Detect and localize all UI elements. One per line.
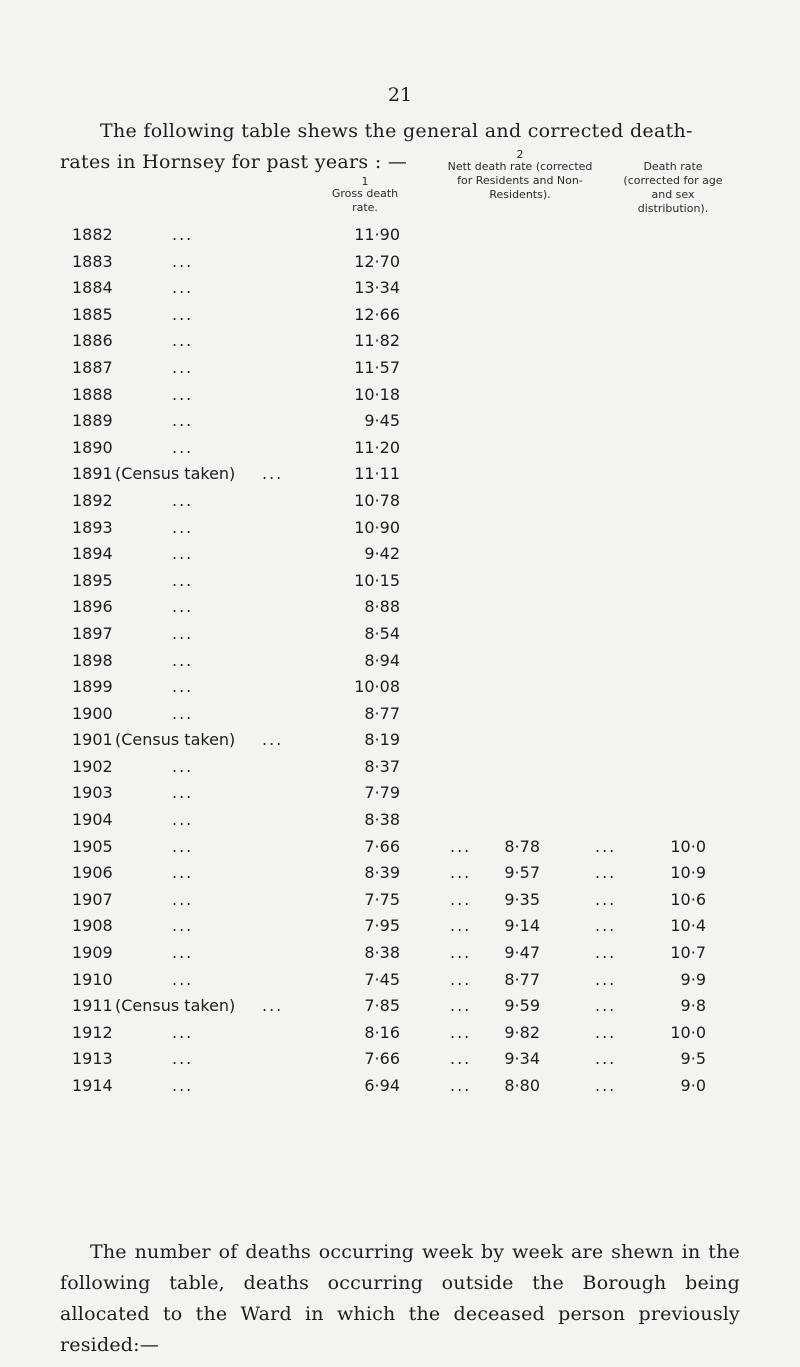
leader-dots: ...	[172, 411, 194, 431]
leader-dots: ...	[172, 969, 194, 989]
year-cell: 1912	[72, 1022, 113, 1042]
age-sex-rate-cell: 9·0	[680, 1076, 706, 1095]
year-cell: 1882	[72, 225, 113, 244]
year-cell: 1911	[72, 996, 113, 1016]
leader-dots: ...	[595, 863, 617, 883]
year-cell: 1903	[72, 783, 113, 803]
leader-dots: ...	[595, 916, 617, 936]
leader-dots: ...	[172, 331, 194, 351]
gross-rate-cell: 11·57	[354, 357, 400, 377]
leader-dots: ...	[450, 916, 472, 936]
column-heading-gross: Gross death rate.	[331, 187, 399, 214]
year-cell: 1898	[72, 650, 113, 670]
gross-rate-cell: 10·18	[354, 384, 400, 404]
leader-dots: ...	[262, 996, 284, 1016]
year-cell: 1896	[72, 597, 113, 617]
leader-dots: ...	[450, 943, 472, 963]
year-cell: 1890	[72, 437, 113, 457]
age-sex-rate-cell: 10·9	[670, 863, 706, 883]
gross-rate-cell: 8·37	[364, 756, 400, 776]
gross-rate-cell: 13·34	[354, 278, 400, 298]
gross-rate-cell: 10·78	[354, 490, 400, 510]
leader-dots: ...	[450, 836, 472, 856]
census-note: (Census taken)	[115, 464, 236, 484]
leader-dots: ...	[172, 517, 194, 537]
year-cell: 1905	[72, 836, 113, 856]
gross-rate-cell: 8·38	[364, 810, 400, 830]
year-cell: 1902	[72, 756, 113, 776]
gross-rate-cell: 11·90	[354, 225, 400, 244]
table-row	[0, 651, 800, 678]
leader-dots: ...	[595, 969, 617, 989]
census-note: (Census taken)	[115, 996, 236, 1016]
year-cell: 1894	[72, 544, 113, 564]
leader-dots: ...	[172, 570, 194, 590]
gross-rate-cell: 12·70	[354, 251, 400, 271]
age-sex-rate-cell: 10·6	[670, 889, 706, 909]
nett-rate-cell: 9·59	[504, 996, 540, 1016]
nett-rate-cell: 9·34	[504, 1049, 540, 1069]
leader-dots: ...	[262, 730, 284, 750]
year-cell: 1897	[72, 623, 113, 643]
nett-rate-cell: 9·82	[504, 1022, 540, 1042]
gross-rate-cell: 7·66	[364, 1049, 400, 1069]
year-cell: 1900	[72, 703, 113, 723]
leader-dots: ...	[172, 836, 194, 856]
table-row	[0, 704, 800, 731]
age-sex-rate-cell: 10·0	[670, 1022, 706, 1042]
leader-dots: ...	[172, 251, 194, 271]
gross-rate-cell: 10·08	[354, 677, 400, 697]
age-sex-rate-cell: 10·7	[670, 943, 706, 963]
year-cell: 1906	[72, 863, 113, 883]
gross-rate-cell: 11·82	[354, 331, 400, 351]
year-cell: 1908	[72, 916, 113, 936]
table-row	[0, 624, 800, 651]
gross-rate-cell: 8·88	[364, 597, 400, 617]
leader-dots: ...	[172, 357, 194, 377]
leader-dots: ...	[172, 1076, 194, 1095]
age-sex-rate-cell: 9·8	[680, 996, 706, 1016]
gross-rate-cell: 7·85	[364, 996, 400, 1016]
year-cell: 1884	[72, 278, 113, 298]
table-row	[0, 810, 800, 837]
leader-dots: ...	[450, 996, 472, 1016]
leader-dots: ...	[172, 597, 194, 617]
table-row	[0, 518, 800, 545]
table-row	[0, 863, 800, 890]
column-number-1: 1	[361, 175, 369, 188]
year-cell: 1907	[72, 889, 113, 909]
leader-dots: ...	[595, 1022, 617, 1042]
leader-dots: ...	[595, 1049, 617, 1069]
leader-dots: ...	[172, 677, 194, 697]
table-row	[0, 491, 800, 518]
table-row	[0, 996, 800, 1023]
nett-rate-cell: 8·77	[504, 969, 540, 989]
leader-dots: ...	[172, 756, 194, 776]
leader-dots: ...	[450, 1022, 472, 1042]
gross-rate-cell: 8·16	[364, 1022, 400, 1042]
gross-rate-cell: 10·15	[354, 570, 400, 590]
year-cell: 1885	[72, 304, 113, 324]
table-row	[0, 464, 800, 491]
leader-dots: ...	[450, 969, 472, 989]
table-row	[0, 252, 800, 279]
year-cell: 1888	[72, 384, 113, 404]
table-row	[0, 544, 800, 571]
leader-dots: ...	[450, 1076, 472, 1095]
table-row	[0, 225, 800, 252]
table-row	[0, 1023, 800, 1050]
column-number-2: 2	[516, 148, 524, 161]
leader-dots: ...	[172, 650, 194, 670]
leader-dots: ...	[595, 889, 617, 909]
table-row	[0, 916, 800, 943]
leader-dots: ...	[450, 863, 472, 883]
nett-rate-cell: 8·80	[504, 1076, 540, 1095]
nett-rate-cell: 9·57	[504, 863, 540, 883]
leader-dots: ...	[172, 623, 194, 643]
table-row	[0, 757, 800, 784]
leader-dots: ...	[450, 1049, 472, 1069]
census-note: (Census taken)	[115, 730, 236, 750]
table-row	[0, 1076, 800, 1103]
leader-dots: ...	[172, 943, 194, 963]
table-row	[0, 331, 800, 358]
year-cell: 1901	[72, 730, 113, 750]
intro-paragraph: The following table shews the general and corrected death-rates in Hornsey for past years : —	[60, 120, 693, 173]
age-sex-rate-cell: 9·9	[680, 969, 706, 989]
column-heading-age-sex: Death rate (corrected for age and sex distribution).	[623, 160, 723, 215]
table-row	[0, 837, 800, 864]
gross-rate-cell: 12·66	[354, 304, 400, 324]
gross-rate-cell: 6·94	[364, 1076, 400, 1095]
table-row	[0, 597, 800, 624]
table-row	[0, 385, 800, 412]
year-cell: 1895	[72, 570, 113, 590]
leader-dots: ...	[172, 384, 194, 404]
leader-dots: ...	[172, 544, 194, 564]
gross-rate-cell: 7·95	[364, 916, 400, 936]
gross-rate-cell: 8·38	[364, 943, 400, 963]
leader-dots: ...	[172, 278, 194, 298]
year-cell: 1904	[72, 810, 113, 830]
year-cell: 1899	[72, 677, 113, 697]
table-row	[0, 890, 800, 917]
year-cell: 1887	[72, 357, 113, 377]
gross-rate-cell: 8·19	[364, 730, 400, 750]
gross-rate-cell: 7·66	[364, 836, 400, 856]
year-cell: 1913	[72, 1049, 113, 1069]
year-cell: 1910	[72, 969, 113, 989]
gross-rate-cell: 8·39	[364, 863, 400, 883]
table-row	[0, 943, 800, 970]
gross-rate-cell: 10·90	[354, 517, 400, 537]
outro-paragraph: The number of deaths occurring week by week are shewn in the following table, deaths occurring outside the Borough being allocated to the Ward in which the deceased person previously resided:—	[60, 1241, 740, 1356]
year-cell: 1909	[72, 943, 113, 963]
leader-dots: ...	[595, 996, 617, 1016]
gross-rate-cell: 11·11	[354, 464, 400, 484]
year-cell: 1889	[72, 411, 113, 431]
year-cell: 1892	[72, 490, 113, 510]
gross-rate-cell: 8·94	[364, 650, 400, 670]
age-sex-rate-cell: 9·5	[680, 1049, 706, 1069]
leader-dots: ...	[172, 304, 194, 324]
leader-dots: ...	[450, 889, 472, 909]
table-row	[0, 1049, 800, 1076]
leader-dots: ...	[172, 810, 194, 830]
table-row	[0, 278, 800, 305]
leader-dots: ...	[172, 703, 194, 723]
page-number: 21	[387, 84, 413, 106]
year-cell: 1891	[72, 464, 113, 484]
gross-rate-cell: 7·45	[364, 969, 400, 989]
leader-dots: ...	[262, 464, 284, 484]
nett-rate-cell: 9·35	[504, 889, 540, 909]
year-cell: 1893	[72, 517, 113, 537]
death-rate-table	[0, 225, 800, 1103]
year-cell: 1914	[72, 1076, 113, 1095]
leader-dots: ...	[172, 783, 194, 803]
table-row	[0, 571, 800, 598]
leader-dots: ...	[172, 490, 194, 510]
gross-rate-cell: 9·45	[364, 411, 400, 431]
leader-dots: ...	[172, 863, 194, 883]
table-row	[0, 411, 800, 438]
nett-rate-cell: 8·78	[504, 836, 540, 856]
table-row	[0, 438, 800, 465]
age-sex-rate-cell: 10·4	[670, 916, 706, 936]
gross-rate-cell: 7·75	[364, 889, 400, 909]
table-row	[0, 305, 800, 332]
gross-rate-cell: 11·20	[354, 437, 400, 457]
leader-dots: ...	[172, 437, 194, 457]
leader-dots: ...	[172, 225, 194, 244]
nett-rate-cell: 9·14	[504, 916, 540, 936]
gross-rate-cell: 9·42	[364, 544, 400, 564]
gross-rate-cell: 8·77	[364, 703, 400, 723]
leader-dots: ...	[172, 916, 194, 936]
leader-dots: ...	[595, 836, 617, 856]
column-heading-nett: Nett death rate (corrected for Residents and Non-Residents).	[447, 160, 593, 201]
leader-dots: ...	[172, 1049, 194, 1069]
table-row	[0, 730, 800, 757]
year-cell: 1883	[72, 251, 113, 271]
leader-dots: ...	[172, 1022, 194, 1042]
age-sex-rate-cell: 10·0	[670, 836, 706, 856]
leader-dots: ...	[595, 1076, 617, 1095]
table-row	[0, 970, 800, 997]
gross-rate-cell: 8·54	[364, 623, 400, 643]
year-cell: 1886	[72, 331, 113, 351]
leader-dots: ...	[595, 943, 617, 963]
table-row	[0, 783, 800, 810]
table-row	[0, 677, 800, 704]
gross-rate-cell: 7·79	[364, 783, 400, 803]
leader-dots: ...	[172, 889, 194, 909]
nett-rate-cell: 9·47	[504, 943, 540, 963]
table-row	[0, 358, 800, 385]
